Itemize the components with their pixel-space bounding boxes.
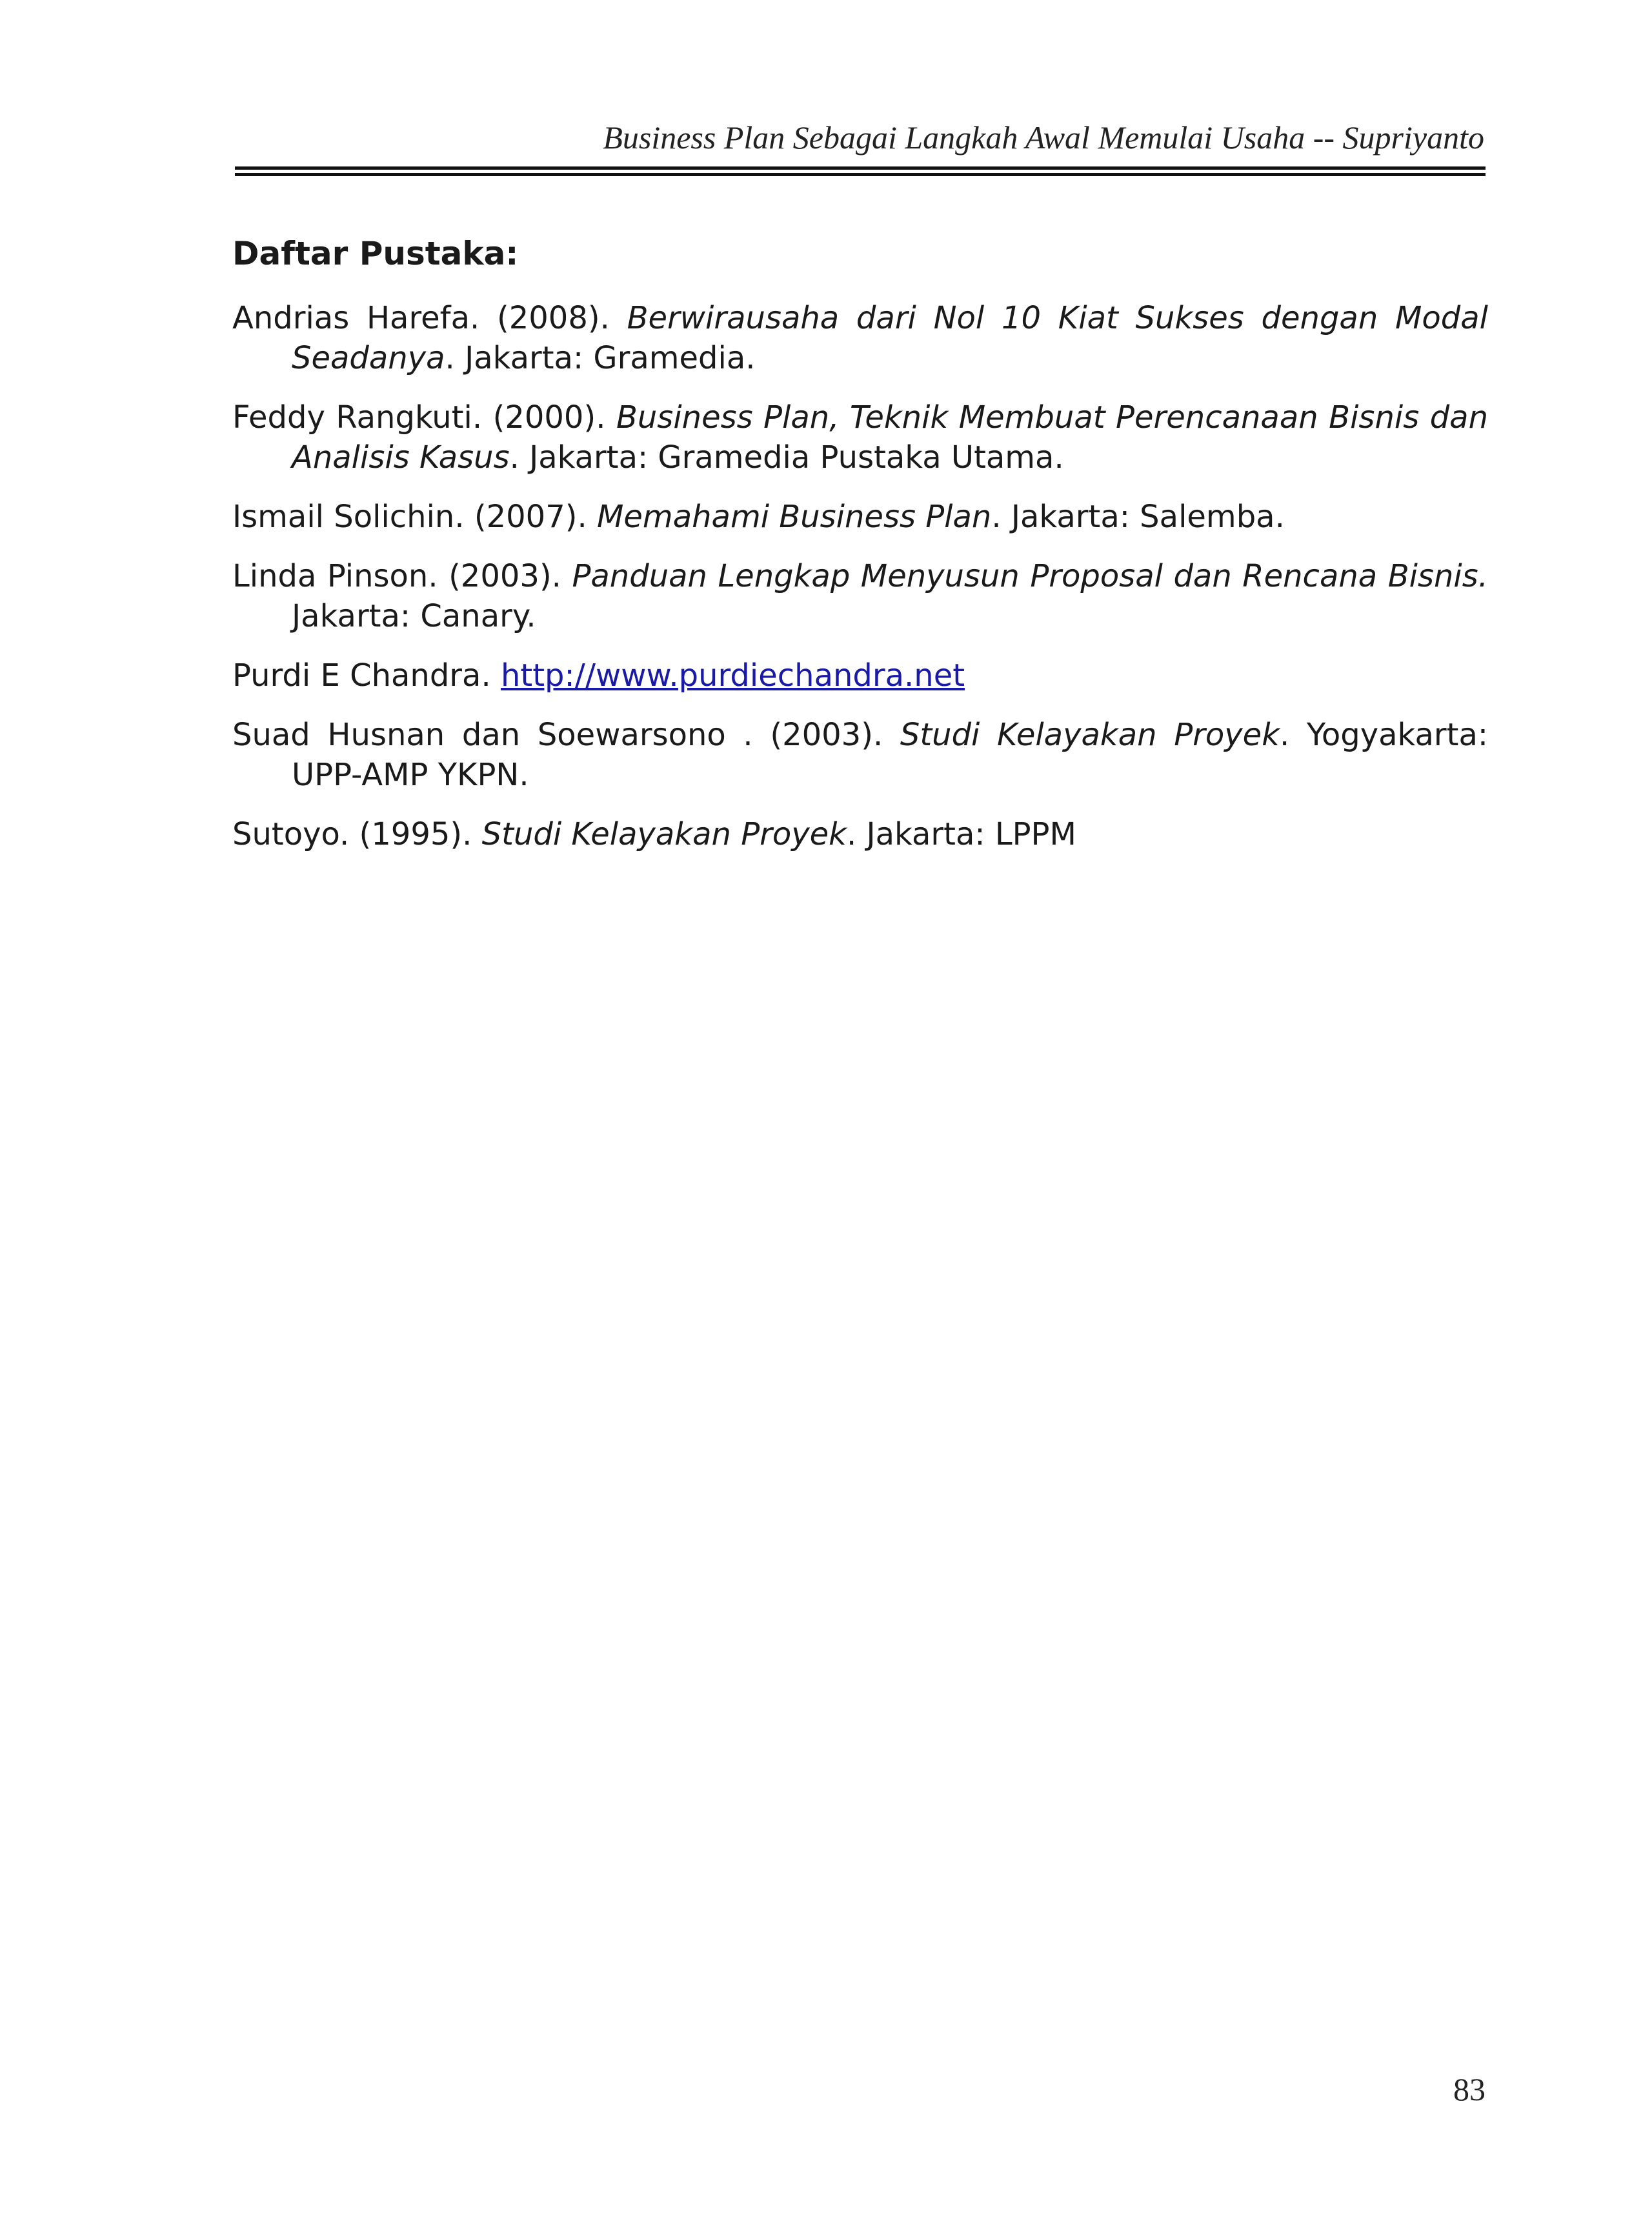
header-double-rule <box>235 166 1486 178</box>
running-header: Business Plan Sebagai Langkah Awal Memulai Usaha -- Supriyanto <box>603 119 1484 156</box>
page-number: 83 <box>1453 2071 1486 2107</box>
header-rule-line-bottom <box>235 173 1486 176</box>
reference-title: Panduan Lengkap Menyusun Proposal dan Rencana Bisnis. <box>572 558 1488 594</box>
reference-author: Sutoyo. (1995). <box>232 816 482 852</box>
reference-list <box>232 298 1488 874</box>
reference-author: Purdi E Chandra. <box>232 657 501 694</box>
reference-title: Studi Kelayakan Proyek <box>900 717 1280 753</box>
reference-item <box>232 715 1488 795</box>
reference-author: Linda Pinson. (2003). <box>232 558 572 594</box>
reference-item <box>232 397 1488 477</box>
header-rule-line-top <box>235 166 1486 170</box>
reference-link[interactable]: http://www.purdiechandra.net <box>500 657 965 694</box>
reference-publisher: . Yogyakarta: UPP-AMP YKPN. <box>292 717 1489 793</box>
reference-author: Andrias Harefa. (2008). <box>232 300 627 336</box>
section-title: Daftar Pustaka: <box>232 235 519 272</box>
reference-author: Ismail Solichin. (2007). <box>232 499 597 535</box>
reference-item <box>232 656 1488 696</box>
reference-publisher: Jakarta: Canary. <box>292 598 536 634</box>
reference-author: Suad Husnan dan Soewarsono . (2003). <box>232 717 900 753</box>
reference-title: Memahami Business Plan <box>596 499 992 535</box>
reference-publisher: . Jakarta: Salemba. <box>991 499 1285 535</box>
reference-item <box>232 298 1488 378</box>
reference-item <box>232 814 1488 854</box>
reference-publisher: . Jakarta: LPPM <box>846 816 1076 852</box>
reference-author: Feddy Rangkuti. (2000). <box>232 399 616 436</box>
reference-title: Studi Kelayakan Proyek <box>481 816 847 852</box>
reference-item <box>232 497 1488 537</box>
reference-item <box>232 556 1488 636</box>
reference-title: Berwirausaha dari Nol 10 Kiat Sukses dengan Modal Seadanya <box>292 300 1488 376</box>
reference-publisher: . Jakarta: Gramedia Pustaka Utama. <box>509 439 1064 476</box>
reference-title: Business Plan, Teknik Membuat Perencanaan Bisnis dan Analisis Kasus <box>292 399 1488 476</box>
reference-publisher: . Jakarta: Gramedia. <box>445 340 756 376</box>
